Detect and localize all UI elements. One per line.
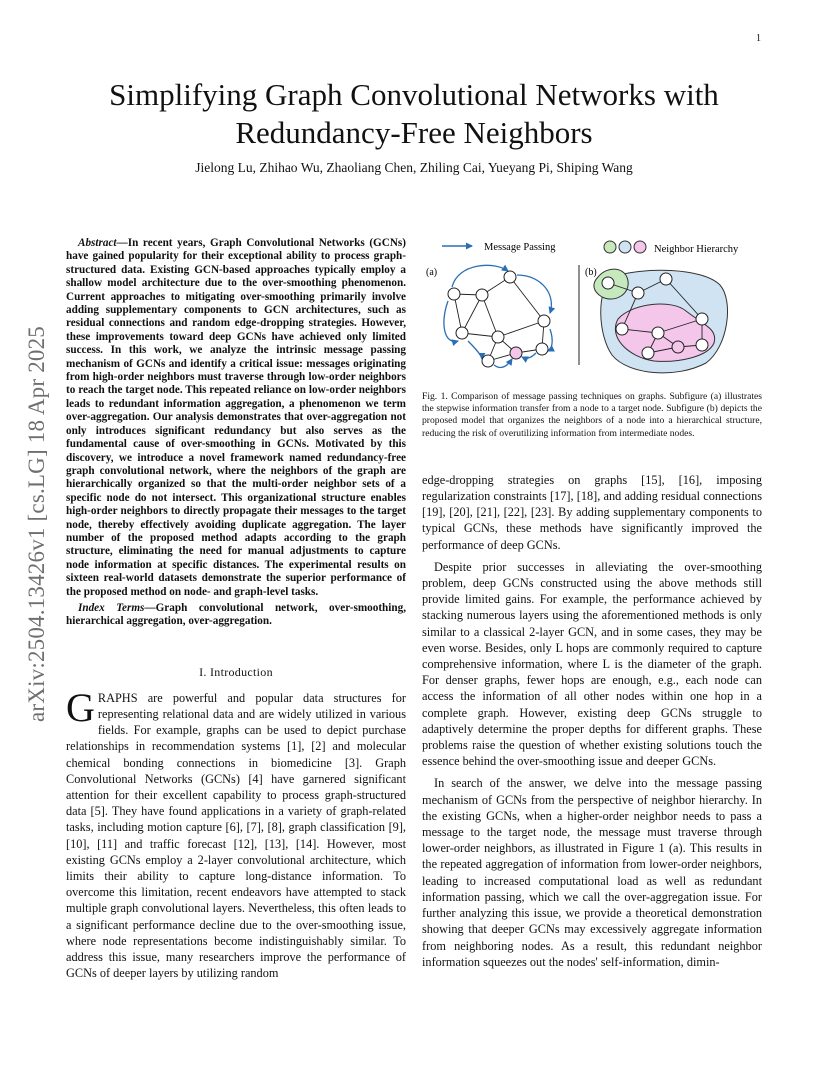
title-line-2: Redundancy-Free Neighbors [235,115,593,150]
subfigure-label-b: (b) [585,267,597,278]
right-paragraph-2: Despite prior successes in alleviating the over-smoothing problem, deep GCNs constructed using the above methods still provide limited gains. For example, the performance achieved by stacking numerous layers using the aforementioned methods is only similar to a classical 2-layer GCN, and in some cases, they may be even worse. Besides, only L hops are commonly required to capture comprehensive information, where L is the diameter of the graph. For denser graphs, fewer hops are enough, e.g., each node can access the information of all other nodes within one hop in a complete graph. However, existing deep GCNs struggle to adaptively determine the proper depths for different graphs. These problems raise the question of whether existing solutions touch the essence behind the over-smoothing issue and deeper GCNs. [422,559,762,769]
index-terms [66,602,406,629]
subfigure-label-a: (a) [426,267,438,278]
subfigure-a-graph [444,265,552,367]
target-node [510,347,522,359]
graph-node [538,315,550,327]
graph-node [492,331,504,343]
legend-circle-blue-icon [619,241,631,253]
title-line-1: Simplifying Graph Convolutional Networks with [109,77,719,112]
intro-paragraph [66,684,406,982]
target-node [672,341,684,353]
abstract-lead: Abstract [78,237,117,249]
graph-node [482,355,494,367]
subfigure-b-graph [594,269,728,373]
graph-node [616,323,628,335]
abstract-text: —In recent years, Graph Convolutional Networks (GCNs) have gained popularity for their exceptional ability to process graph-structured data. Existing GCN-based approaches typically employ a shallow model architecture due to the over-smoothing phenomenon. Current approaches to mitigating over-smoothing primarily involve adding supplementary components to GCN architectures, such as residual connections and random edge-dropping strategies. However, these improvements toward deep GCNs have achieved only limited success. In this work, we analyze the intrinsic message passing mechanism of GCNs and identify a critical issue: messages originating from high-order neighbors must traverse through low-order neighbors to reach the target node. This repeated reliance on low-order neighbors leads to redundant information aggregation, a phenomenon we term over-aggregation. Our analysis demonstrates that over-aggregation not only introduces significant redundancy but also serves as the fundamental cause of over-smoothing in GCNs. Motivated by this discovery, we introduce a novel framework named redundancy-free graph convolutional network, where the neighbors of the graph are hierarchically organized so that the multi-order neighbor sets of a specific node do not intersect. This organizational structure enables high-order neighbors to directly propagate their messages to the target node, thereby effectively avoiding duplicate aggregation. The layer number of the proposed method adapts according to the graph structure, eliminating the need for manual adjustments to capture node information at specific distances. The experimental results on sixteen real-world datasets demonstrate the superior performance of the proposed method on node- and graph-level tasks. [66,237,406,598]
drop-cap: G [66,684,95,730]
arxiv-identifier-text: arXiv:2504.13426v1 [cs.LG] 18 Apr 2025 [24,326,49,722]
figure-1 [422,237,762,387]
right-column [422,237,762,970]
graph-node [456,327,468,339]
graph-node [652,327,664,339]
graph-node [448,288,460,300]
graph-node [536,343,548,355]
graph-node [602,277,614,289]
graph-node [504,271,516,283]
graph-node [642,347,654,359]
abstract [66,237,406,599]
graph-node [660,273,672,285]
paper-title [70,76,758,152]
left-column [66,237,406,981]
intro-paragraph-text: RAPHS are powerful and popular data structures for representing relational data and are widely utilized in various fields. For example, graphs can be used to depict purchase relationships in recommendation systems [1], [2] and molecular chemical bonding connections in biomedicine [3]. Graph Convolutional Networks (GCNs) [4] have garnered significant attention for their excellent capability to process graph-structured data [5]. They have found applications in a variety of graph-related tasks, including motion capture [6], [7], [8], graph classification [9], [10], [11] and traffic forecast [12], [13], [14]. However, most existing GCNs employ a 2-layer convolutional architecture, which limits their ability to capture long-distance information. To overcome this limitation, recent endeavors have attempted to stack multiple graph convolutional layers. Nevertheless, this often leads to a significant performance decline due to the over-smoothing issue, where node representations become indistinguishably similar. To address this issue, many researchers improve the performance of GCNs of deeper layers by utilizing random [66,690,406,981]
legend-circle-pink-icon [634,241,646,253]
figure-1-graphic [422,237,762,387]
section-heading-introduction: I. Introduction [199,664,273,679]
right-body-text [422,472,762,970]
arxiv-identifier [14,286,60,762]
legend-message-passing: Message Passing [484,242,556,253]
index-terms-text: —Graph convolutional network, over-smoothing, hierarchical aggregation, over-aggregation. [66,601,406,628]
figure-1-caption: Fig. 1. Comparison of message passing techniques on graphs. Subfigure (a) illustrates the stepwise information transfer from a node to a target node. Subfigure (b) depicts the proposed model that organizes the neighbors of a node into a hierarchical structure, reducing the risk of overutilizing information from intermediate nodes. [422,391,762,439]
graph-node [476,289,488,301]
page-number: 1 [756,33,761,44]
legend-circle-green-icon [604,241,616,253]
right-paragraph-3: In search of the answer, we delve into the message passing mechanism of GCNs from the perspective of neighbor hierarchy. In the existing GCNs, when a higher-order neighbor needs to pass a message to the target node, the message must traverse through lower-order neighbors, as illustrated in Figure 1 (a). This results in the repeated aggregation of information from lower-order neighbors, leading to increased computational load as well as redundant information passing, which we call the over-aggregation issue. For further analyzing this issue, we provide a theoretical demonstration showing that deeper GCNs may excessively aggregate information from neighboring nodes. As a result, this redundant neighbor information squeezes out the nodes' self-information, dimin- [422,776,762,969]
graph-node [632,287,644,299]
index-terms-lead: Index Terms [78,601,145,614]
graph-node [696,339,708,351]
legend-neighbor-hierarchy: Neighbor Hierarchy [654,244,739,255]
graph-node [696,313,708,325]
right-paragraph-1: edge-dropping strategies on graphs [15], [16], imposing regularization constraints [17], [18], and adding residual connections [19], [20], [21], [22], [23]. By adding supplementary components to typical GCNs, these methods have significantly improved the performance of deep GCNs. [422,472,762,552]
author-list: Jielong Lu, Zhihao Wu, Zhaoliang Chen, Zhiling Cai, Yueyang Pi, Shiping Wang [195,160,633,175]
